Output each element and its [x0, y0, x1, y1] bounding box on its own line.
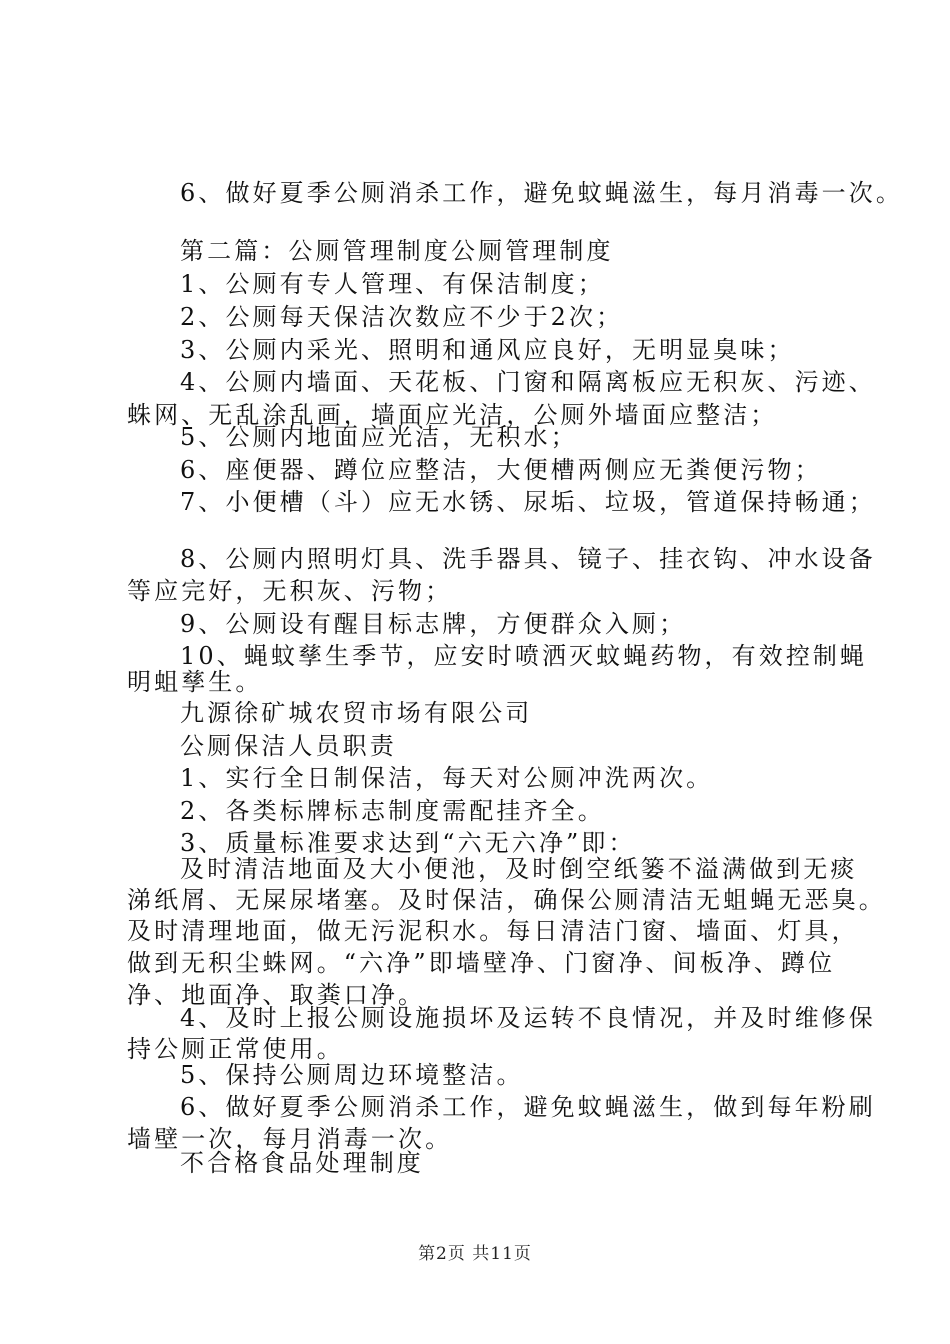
text-line: 墙壁一次，每月消毒一次。	[127, 1125, 453, 1153]
section-heading: 不合格食品处理制度	[180, 1149, 424, 1177]
text-line: 及时清洁地面及大小便池，及时倒空纸篓不溢满做到无痰	[180, 855, 858, 883]
text-line: 9、公厕设有醒目标志牌，方便群众入厕；	[180, 610, 687, 638]
text-line: 2、各类标牌标志制度需配挂齐全。	[180, 797, 605, 825]
text-line: 5、公厕内地面应光洁，无积水；	[180, 423, 578, 451]
text-line: 做到无积尘蛛网。“六净”即墙壁净、门窗净、间板净、蹲位	[127, 949, 836, 977]
text-line: 2、公厕每天保洁次数应不少于2次；	[180, 303, 624, 331]
text-line: 涕纸屑、无屎尿堵塞。及时保洁，确保公厕清洁无蛆蝇无恶臭。	[127, 886, 886, 914]
text-line: 10、蝇蚊孳生季节，应安时喷洒灭蚊蝇药物，有效控制蝇	[180, 642, 868, 670]
text-line: 4、及时上报公厕设施损坏及运转不良情况，并及时维修保	[180, 1004, 876, 1032]
text-line: 持公厕正常使用。	[127, 1035, 344, 1063]
company-name: 九源徐矿城农贸市场有限公司	[180, 699, 533, 727]
text-line: 明蛆孳生。	[127, 668, 263, 696]
text-line: 1、公厕有专人管理、有保洁制度；	[180, 270, 605, 298]
text-line: 7、小便槽（斗）应无水锈、尿垢、垃圾，管道保持畅通；	[180, 488, 876, 516]
text-line: 及时清理地面，做无污泥积水。每日清洁门窗、墙面、灯具，	[127, 917, 859, 945]
text-line: 等应完好，无积灰、污物；	[127, 577, 453, 605]
text-line: 1、实行全日制保洁，每天对公厕冲洗两次。	[180, 764, 714, 792]
text-line: 6、做好夏季公厕消杀工作，避免蚊蝇滋生，做到每年粉刷	[180, 1093, 876, 1121]
text-line: 4、公厕内墙面、天花板、门窗和隔离板应无积灰、污迹、	[180, 368, 876, 396]
section-heading: 公厕保洁人员职责	[180, 732, 397, 760]
text-line: 5、保持公厕周边环境整洁。	[180, 1061, 524, 1089]
text-line: 6、座便器、蹲位应整洁，大便槽两侧应无粪便污物；	[180, 456, 822, 484]
text-line: 蛛网、无乱涂乱画，墙面应光洁，公厕外墙面应整洁；	[127, 401, 778, 429]
text-line: 3、公厕内采光、照明和通风应良好，无明显臭味；	[180, 336, 795, 364]
page-footer: 第2页 共11页	[418, 1244, 532, 1264]
text-line: 净、地面净、取粪口净。	[127, 981, 426, 1009]
text-line: 6、做好夏季公厕消杀工作，避免蚊蝇滋生，每月消毒一次。	[180, 179, 903, 207]
text-line: 3、质量标准要求达到“六无六净”即：	[180, 829, 636, 857]
section-heading: 第二篇：公厕管理制度公厕管理制度	[180, 237, 614, 265]
text-line: 8、公厕内照明灯具、洗手器具、镜子、挂衣钩、冲水设备	[180, 545, 876, 573]
